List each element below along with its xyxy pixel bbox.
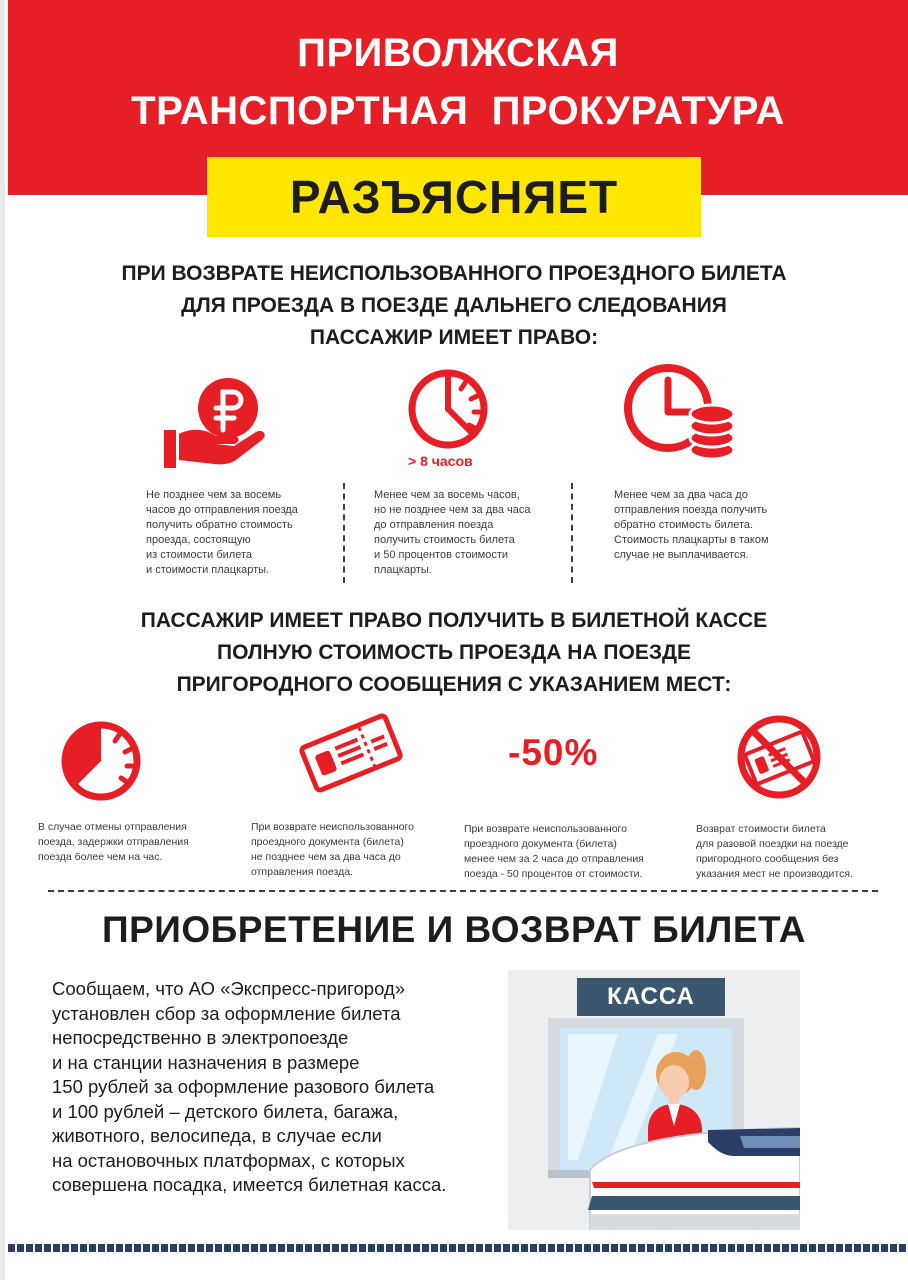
text-line: При возврате неиспользованного: [464, 823, 627, 835]
text-line: пригородного сообщения без: [696, 853, 839, 865]
text-line: совершена посадка, имеется билетная касса.: [52, 1174, 447, 1195]
column-divider: [343, 483, 345, 583]
text-line: В случае отмены отправления: [38, 821, 187, 833]
text-line: 150 рублей за оформление разового билета: [52, 1076, 435, 1097]
text-line: При возврате неиспользованного: [251, 821, 414, 833]
section2-heading-line: ПАССАЖИР ИМЕЕТ ПРАВО ПОЛУЧИТЬ В БИЛЕТНОЙ КАССЕ: [140, 609, 768, 632]
timer-icon: [56, 716, 146, 806]
text-line: поезда - 50 процентов от стоимости.: [464, 868, 643, 880]
text-line: и 50 процентов стоимости: [374, 549, 509, 561]
section1-heading-line: ДЛЯ ПРОЕЗДА В ПОЕЗДЕ ДАЛЬНЕГО СЛЕДОВАНИЯ: [181, 294, 727, 317]
no-ticket-icon: [734, 712, 824, 802]
text-line: проездного документа (билета): [464, 838, 617, 850]
text-line: и 100 рублей – детского билета, багажа,: [52, 1100, 399, 1122]
text-line: отправления поезда.: [251, 866, 353, 878]
header-title-line1: ПРИВОЛЖСКАЯ: [297, 31, 619, 75]
text-line: для разовой поездки на поезде: [696, 838, 849, 850]
text-line: Сообщаем, что АО «Экспресс-пригород»: [52, 978, 406, 999]
text-line: Возврат стоимости билета: [696, 823, 826, 835]
text-line: и на станции назначения в размере: [52, 1051, 360, 1073]
text-line: часов до отправления поезда: [146, 504, 298, 516]
ticket-fee-text: [52, 977, 502, 1198]
section2-heading: [0, 605, 908, 701]
text-line: получить обратно стоимость: [146, 519, 293, 531]
no-refund-text: [696, 822, 853, 882]
text-line: проезда, состоящую: [146, 534, 251, 546]
text-line: и стоимости плацкарты.: [146, 564, 270, 576]
delay-refund-text: [38, 820, 189, 865]
section1-heading-line: ПРИ ВОЗВРАТЕ НЕИСПОЛЬЗОВАННОГО ПРОЕЗДНОГО БИЛЕТА: [121, 262, 787, 285]
text-line: не позднее чем за два часа до: [251, 851, 401, 863]
text-line: из стоимости билета: [146, 549, 252, 561]
section2-heading-line: ПОЛНУЮ СТОИМОСТЬ ПРОЕЗДА НА ПОЕЗДЕ: [217, 641, 691, 664]
text-line: Стоимость плацкарты в таком: [614, 534, 769, 546]
refund-less-2h-text: [614, 488, 769, 563]
half-refund-text: [464, 822, 644, 882]
text-line: поезда, задержки отправления: [38, 836, 189, 848]
text-line: животного, велосипеда, в случае если: [52, 1125, 382, 1146]
explains-badge: РАЗЪЯСНЯЕТ: [207, 157, 701, 237]
text-line: получить стоимость билета: [374, 534, 515, 546]
text-line: случае не выплачивается.: [614, 549, 749, 561]
text-line: установлен сбор за оформление билета: [52, 1002, 401, 1024]
text-line: указания мест не производится.: [696, 868, 853, 880]
text-line: поезда более чем на час.: [38, 851, 163, 863]
clock-coins-icon: [620, 362, 740, 467]
more-than-8-hours-label: > 8 часов: [408, 453, 473, 469]
text-line: на остановочных платформах, с которых: [52, 1149, 405, 1171]
text-line: проездного документа (билета): [251, 836, 404, 848]
kassa-sign: КАССА: [577, 978, 725, 1016]
text-line: до отправления поезда: [374, 519, 494, 531]
text-line: Менее чем за восемь часов,: [374, 489, 520, 501]
footer-strip: [8, 1244, 908, 1252]
text-line: обратно стоимость билета.: [614, 519, 754, 531]
text-line: отправления поезда получить: [614, 504, 768, 516]
text-line: плацкарты.: [374, 564, 432, 576]
full-refund-text: [251, 820, 414, 880]
text-line: Не позднее чем за восемь: [146, 489, 282, 501]
text-line: Менее чем за два часа до: [614, 489, 748, 501]
section3-heading: ПРИОБРЕТЕНИЕ И ВОЗВРАТ БИЛЕТА: [101, 909, 806, 950]
text-line: но не позднее чем за два часа: [374, 504, 531, 516]
header-title-line2: ТРАНСПОРТНАЯ ПРОКУРАТУРА: [131, 89, 785, 133]
refund-8h-before-text: [146, 488, 298, 578]
section1-heading: [0, 258, 908, 354]
clock-icon: [403, 364, 493, 454]
section2-heading-line: ПРИГОРОДНОГО СООБЩЕНИЯ С УКАЗАНИЕМ МЕСТ:: [176, 673, 732, 696]
section-divider: [48, 890, 878, 892]
header-title: [8, 24, 908, 140]
section1-heading-line: ПАССАЖИР ИМЕЕТ ПРАВО:: [309, 326, 599, 349]
text-line: менее чем за 2 часа до отправления: [464, 853, 644, 865]
minus-50-percent-label: -50%: [508, 732, 599, 773]
column-divider: [571, 483, 573, 583]
refund-2-8h-text: [374, 488, 531, 578]
ticket-icon: [296, 708, 406, 798]
text-line: непосредственно в электропоезде: [52, 1027, 349, 1048]
hand-ruble-icon: [160, 372, 270, 472]
